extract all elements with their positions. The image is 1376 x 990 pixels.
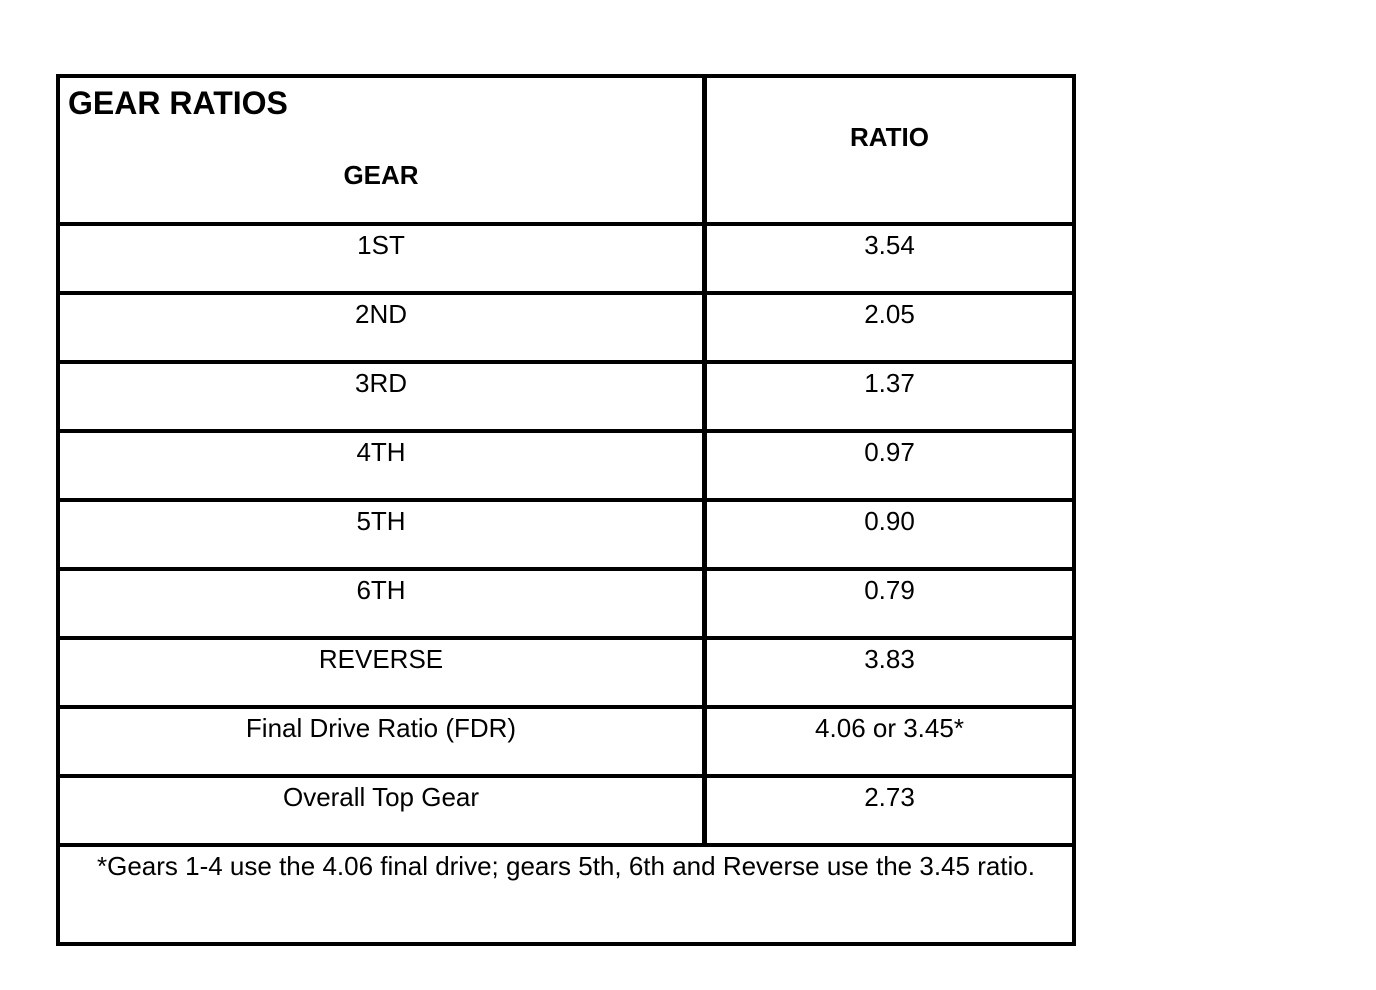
row-divider bbox=[60, 429, 1072, 433]
ratio-cell-1st: 3.54 bbox=[864, 230, 915, 260]
gear-cell-4th: 4TH bbox=[356, 437, 406, 467]
ratio-cell-2nd: 2.05 bbox=[864, 299, 915, 329]
gear-cell-6th: 6TH bbox=[356, 575, 406, 605]
row-divider bbox=[60, 291, 1072, 295]
ratio-cell-3rd: 1.37 bbox=[864, 368, 915, 398]
ratio-cell-overall-top: 2.73 bbox=[864, 782, 915, 812]
ratio-cell-4th: 0.97 bbox=[864, 437, 915, 467]
gear-cell-1st: 1ST bbox=[357, 230, 405, 260]
header-ratio: RATIO bbox=[850, 122, 929, 152]
gear-cell-reverse: REVERSE bbox=[318, 644, 444, 674]
gear-cell-3rd: 3RD bbox=[354, 368, 407, 398]
table-footnote: *Gears 1-4 use the 4.06 final drive; gears 5th, 6th and Reverse use the 3.45 ratio. bbox=[96, 851, 1035, 881]
row-divider bbox=[60, 222, 1072, 226]
header-gear: GEAR bbox=[343, 160, 419, 190]
row-divider bbox=[60, 705, 1072, 709]
row-divider bbox=[60, 498, 1072, 502]
gear-ratios-table bbox=[56, 74, 1076, 946]
ratio-cell-reverse: 3.83 bbox=[864, 644, 915, 674]
row-divider bbox=[60, 567, 1072, 571]
gear-cell-overall-top: Overall Top Gear bbox=[282, 782, 480, 812]
gear-cell-fdr: Final Drive Ratio (FDR) bbox=[245, 713, 517, 743]
gear-cell-5th: 5TH bbox=[356, 506, 406, 536]
table-title: GEAR RATIOS bbox=[68, 85, 288, 121]
ratio-cell-5th: 0.90 bbox=[864, 506, 915, 536]
ratio-cell-6th: 0.79 bbox=[864, 575, 915, 605]
gear-cell-2nd: 2ND bbox=[354, 299, 407, 329]
row-divider bbox=[60, 843, 1072, 847]
ratio-cell-fdr: 4.06 or 3.45* bbox=[815, 713, 964, 743]
row-divider bbox=[60, 774, 1072, 778]
row-divider bbox=[60, 360, 1072, 364]
row-divider bbox=[60, 636, 1072, 640]
